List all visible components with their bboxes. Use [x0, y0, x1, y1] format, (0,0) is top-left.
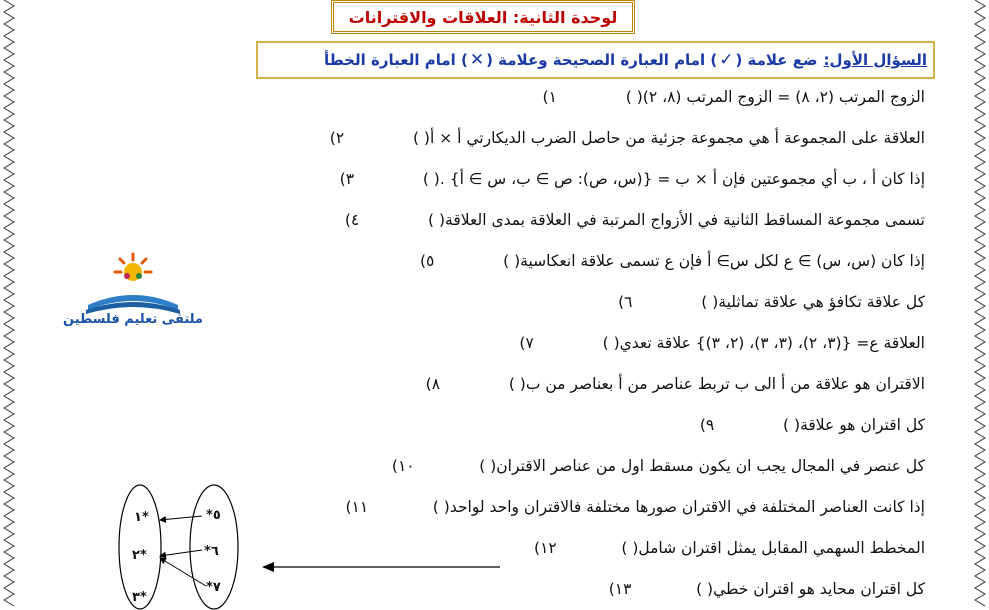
check-mark-icon: ✓ — [719, 50, 734, 70]
codomain-element-3: ٣* — [132, 590, 147, 605]
statement-number: ٩) — [699, 416, 715, 434]
statement-number: ٨) — [425, 375, 441, 393]
statement-row — [334, 493, 925, 521]
statement-number: ١٣) — [608, 580, 632, 598]
statement-row — [380, 452, 925, 480]
statement-row — [324, 165, 925, 193]
codomain-element-2: ٢* — [132, 548, 147, 563]
statement-row — [527, 83, 925, 111]
answer-blank[interactable]: ( ) — [696, 580, 714, 598]
statement-row — [329, 206, 925, 234]
statement-number: ١١) — [345, 498, 369, 516]
answer-blank[interactable]: ( ) — [422, 170, 440, 188]
domain-element-3: *٧ — [206, 580, 221, 595]
statement-number: ٧) — [519, 334, 534, 352]
answer-blank[interactable]: ( ) — [625, 88, 643, 106]
statement-row — [404, 247, 925, 275]
statement-row — [504, 329, 925, 357]
statement-number: ٥) — [419, 252, 435, 270]
statement-row — [597, 575, 925, 603]
statement-number: ١) — [542, 88, 557, 106]
question-part1: ضع علامة ( — [735, 51, 818, 69]
arrow-diagram — [118, 484, 248, 610]
question-label: السؤال الأول: — [823, 51, 927, 69]
statement-row — [522, 534, 925, 562]
statement-text: إذا كان (س، س) ∋ ع لكل س∋ أ فإن ع تسمى علاقة انعكاسية — [520, 252, 925, 270]
statement-text: إذا كان أ ، ب أي مجموعتين فإن أ × ب = {(س، ص): ص ∋ ب، س ∋ أ} . — [439, 170, 925, 188]
statement-text: كل اقتران محايد هو اقتران خطي — [713, 580, 925, 598]
statement-text: العلاقة على المجموعة أ هي مجموعة جزئية من حاصل الضرب الديكارتي أ × أ — [429, 129, 925, 147]
statement-number: ٦) — [618, 293, 633, 311]
unit-title-box — [331, 0, 635, 34]
statement-text: إذا كانت العناصر المختلفة في الاقتران صورها مختلفة فالاقتران واحد لواحد — [449, 498, 925, 516]
answer-blank[interactable]: ( ) — [503, 252, 521, 270]
statement-row — [410, 370, 925, 398]
statement-number: ٢) — [329, 129, 345, 147]
question-header — [256, 41, 935, 79]
answer-blank[interactable]: ( ) — [428, 211, 446, 229]
statement-row — [684, 411, 925, 439]
domain-element-2: *٦ — [204, 544, 219, 559]
statement-row — [602, 288, 925, 316]
logo-caption: ملتقى تعليم فلسطين — [63, 312, 203, 327]
answer-blank[interactable]: ( ) — [412, 129, 430, 147]
statement-text: الزوج المرتب (٢، ٨) = الزوج المرتب (٨، ٢) — [642, 88, 925, 106]
answer-blank[interactable]: ( ) — [783, 416, 801, 434]
domain-element-1: *٥ — [206, 508, 221, 523]
answer-blank[interactable]: ( ) — [432, 498, 450, 516]
statement-number: ١٢) — [534, 539, 557, 557]
cross-mark-icon: ✕ — [469, 50, 485, 70]
statement-text: المخطط السهمي المقابل يمثل اقتران شامل — [638, 539, 925, 557]
answer-blank[interactable]: ( ) — [479, 457, 497, 475]
statement-text: كل علاقة تكافؤ هي علاقة تماثلية — [718, 293, 925, 311]
statement-number: ١٠) — [391, 457, 415, 475]
statement-text: كل اقتران هو علاقة — [800, 416, 925, 434]
statement-row — [314, 124, 925, 152]
codomain-element-1: ١* — [134, 510, 149, 525]
answer-blank[interactable]: ( ) — [621, 539, 639, 557]
pointer-arrow — [262, 561, 502, 573]
statement-text: تسمى مجموعة المساقط الثانية في الأزواج المرتبة في العلاقة بمدى العلاقة — [445, 211, 925, 229]
answer-blank[interactable]: ( ) — [701, 293, 719, 311]
statement-text: الاقتران هو علاقة من أ الى ب تربط عناصر من أ بعناصر من ب — [525, 375, 925, 393]
answer-blank[interactable]: ( ) — [508, 375, 526, 393]
statement-text: كل عنصر في المجال يجب ان يكون مسقط اول من عناصر الاقتران — [496, 457, 925, 475]
statement-number: ٤) — [344, 211, 360, 229]
left-zigzag-border — [2, 0, 16, 610]
statement-text: العلاقة ع= {(٣، ٢)، (٣، ٣)، (٢، ٣)} علاقة تعدي — [619, 334, 925, 352]
answer-blank[interactable]: ( ) — [602, 334, 620, 352]
question-part3: ) امام العبارة الخطأ — [323, 51, 468, 69]
unit-title: لوحدة الثانية: العلاقات والاقترانات — [348, 7, 618, 27]
statement-number: ٣) — [339, 170, 355, 188]
question-part2: ) امام العبارة الصحيحة وعلامة ( — [486, 51, 718, 69]
right-zigzag-border — [973, 0, 987, 610]
